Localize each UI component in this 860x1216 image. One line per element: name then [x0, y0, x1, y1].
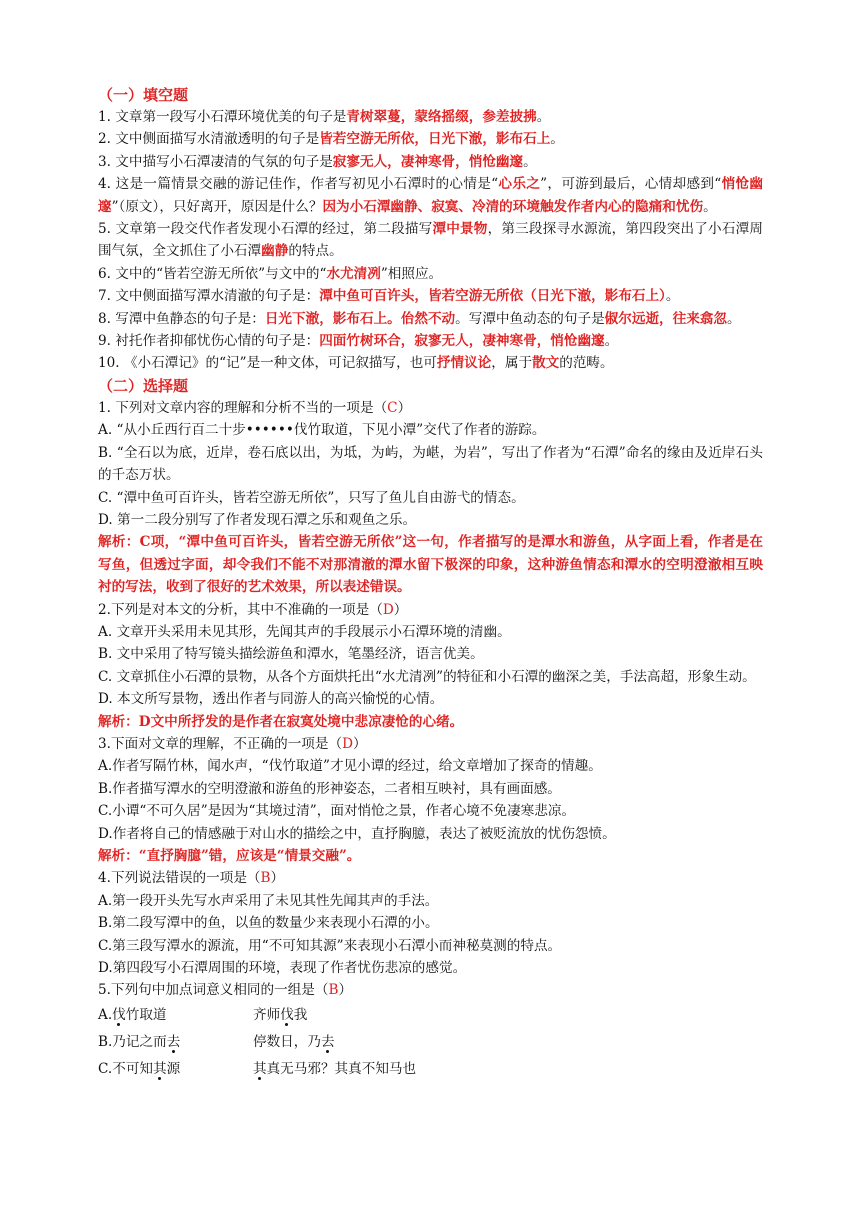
document-page	[98, 84, 763, 1083]
fill-item-5: 5. 文章第一段交代作者发现小石潭的经过，第二段描写潭中景物，第三段探寻水源流，第四段突出了小石潭周围气氛，全文抓住了小石潭幽静的特点。	[98, 221, 763, 260]
question-5-answer: B	[328, 982, 339, 999]
section-title-multiple-choice: （二）选择题	[98, 376, 189, 395]
question-1-option-c: C. “潭中鱼可百许头，皆若空游无所依”，只写了鱼儿自由游弋的情态。	[98, 489, 525, 506]
question-3-option-d: D.作者将自己的情感融于对山水的描绘之中，直抒胸臆，表达了被贬流放的忧伤怨愤。	[98, 825, 616, 842]
question-4-option-b: B.第二段写潭中的鱼，以鱼的数量少来表现小石潭的小。	[98, 915, 439, 932]
question-1-option-a: A. “从小丘西行百二十步••••••伐竹取道，下见小潭”交代了作者的游踪。	[98, 422, 546, 439]
question-2-answer: D	[382, 601, 394, 618]
question-2-option-b: B. 文中采用了特写镜头描绘游鱼和潭水，笔墨经济，语言优美。	[98, 646, 484, 663]
question-1-analysis: 解析：C项，“潭中鱼可百许头，皆若空游无所依”这一句，作者描写的是潭水和游鱼，从字面上看，作者是在写鱼，但透过字面，却令我们不能不对那清澈的潭水留下极深的印象，这种游鱼情态和潭水的空明澄澈相互映衬的写法，收到了很好的艺术效果，所以表述错误。	[98, 534, 763, 596]
question-1-option-b: B. “全石以为底，近岸，卷石底以出，为坻，为屿，为嵁，为岩”，写出了作者为“石潭”命名的缘由及近岸石头的千态万状。	[98, 444, 763, 484]
question-2-option-a: A. 文章开头采用未见其形，先闻其声的手段展示小石潭环境的清幽。	[98, 623, 511, 640]
fill-item-4: 4. 这是一篇情景交融的游记佳作，作者写初见小石潭时的心情是“心乐之”，可游到最后，心情却感到“悄怆幽邃”（原文），只好离开，原因是什么？因为小石潭幽静、寂寞、冷清的环境触发作者内心的隐痛和忧伤。	[98, 176, 763, 215]
question-2-analysis: 解析：D文中所抒发的是作者在寂寞处境中悲凉凄怆的心绪。	[98, 713, 464, 730]
question-1-stem: 1. 下列对文章内容的理解和分析不当的一项是（C）	[98, 399, 412, 416]
question-4-option-d: D.第四段写小石潭周围的环境，表现了作者忧伤悲凉的感觉。	[98, 960, 467, 977]
question-3-option-a: A.作者写隔竹林，闻水声，“伐竹取道”才见小谭的经过，给文章增加了探奇的情趣。	[98, 758, 602, 775]
question-3-analysis: 解析：“直抒胸臆”错，应该是“情景交融”。	[98, 848, 361, 864]
question-2-stem: 2.下列是对本文的分析，其中不准确的一项是（D）	[98, 601, 408, 618]
fill-item-8: 8. 写潭中鱼静态的句子是：日光下澈，影布石上。佁然不动。写潭中鱼动态的句子是俶尔远逝，往来翕忽。	[98, 310, 741, 327]
question-5-option-c: C.不可知其源 其真无马邪？其真不知马也	[98, 1060, 417, 1077]
fill-item-10: 10. 《小石潭记》的“记”是一种文体，可记叙描写，也可抒情议论，属于散文的范畴。	[98, 355, 614, 372]
question-5-option-a: A.伐竹取道 齐师伐我	[98, 1006, 308, 1023]
question-3-stem: 3.下面对文章的理解，不正确的一项是（D）	[98, 735, 367, 752]
question-2-option-d: D. 本文所写景物，透出作者与同游人的高兴愉悦的心情。	[98, 691, 444, 708]
question-5-option-b: B.乃记之而去 停数日，乃去	[98, 1033, 335, 1050]
fill-item-1: 1. 文章第一段写小石潭环境优美的句子是青树翠蔓，蒙络摇缀，参差披拂。	[98, 109, 551, 125]
question-4-option-c: C.第三段写潭水的源流，用“不可知其源”来表现小石潭小而神秘莫测的特点。	[98, 937, 562, 954]
fill-item-2: 2. 文中侧面描写水清澈透明的句子是皆若空游无所依，日光下澈，影布石上。	[98, 131, 564, 148]
section-title-fill-blank: （一）填空题	[98, 86, 189, 104]
question-1-option-d: D. 第一二段分别写了作者发现石潭之乐和观鱼之乐。	[98, 511, 417, 528]
fill-item-6: 6. 文中的“皆若空游无所依”与文中的“水尤清冽”相照应。	[98, 265, 443, 282]
question-4-stem: 4.下列说法错误的一项是（B）	[98, 870, 285, 887]
question-1-answer: C	[387, 399, 398, 416]
question-3-answer: D	[342, 735, 353, 752]
question-3-option-b: B.作者描写潭水的空明澄澈和游鱼的形神姿态，二者相互映衬，具有画面感。	[98, 780, 561, 797]
fill-item-3: 3. 文中描写小石潭凄清的气氛的句子是寂寥无人，凄神寒骨，悄怆幽邃。	[98, 153, 537, 170]
question-4-option-a: A.第一段开头先写水声采用了未见其性先闻其声的手法。	[98, 892, 439, 909]
fill-item-7: 7. 文中侧面描写潭水清澈的句子是：潭中鱼可百许头，皆若空游无所依（日光下澈，影布石上）。	[98, 288, 680, 305]
question-3-option-c: C.小谭“不可久居”是因为“其境过清”，面对悄怆之景，作者心境不免凄寒悲凉。	[98, 803, 576, 820]
question-2-option-c: C. 文章抓住小石潭的景物，从各个方面烘托出“水尤清冽”的特征和小石潭的幽深之美，手法高超，形象生动。	[98, 668, 756, 685]
fill-item-9: 9. 衬托作者抑郁忧伤心情的句子是：四面竹树环合，寂寥无人，凄神寒骨，悄怆幽邃。	[98, 333, 619, 350]
question-5-stem: 5.下列句中加点词意义相同的一组是（B）	[98, 982, 353, 999]
question-4-answer: B	[260, 870, 271, 887]
